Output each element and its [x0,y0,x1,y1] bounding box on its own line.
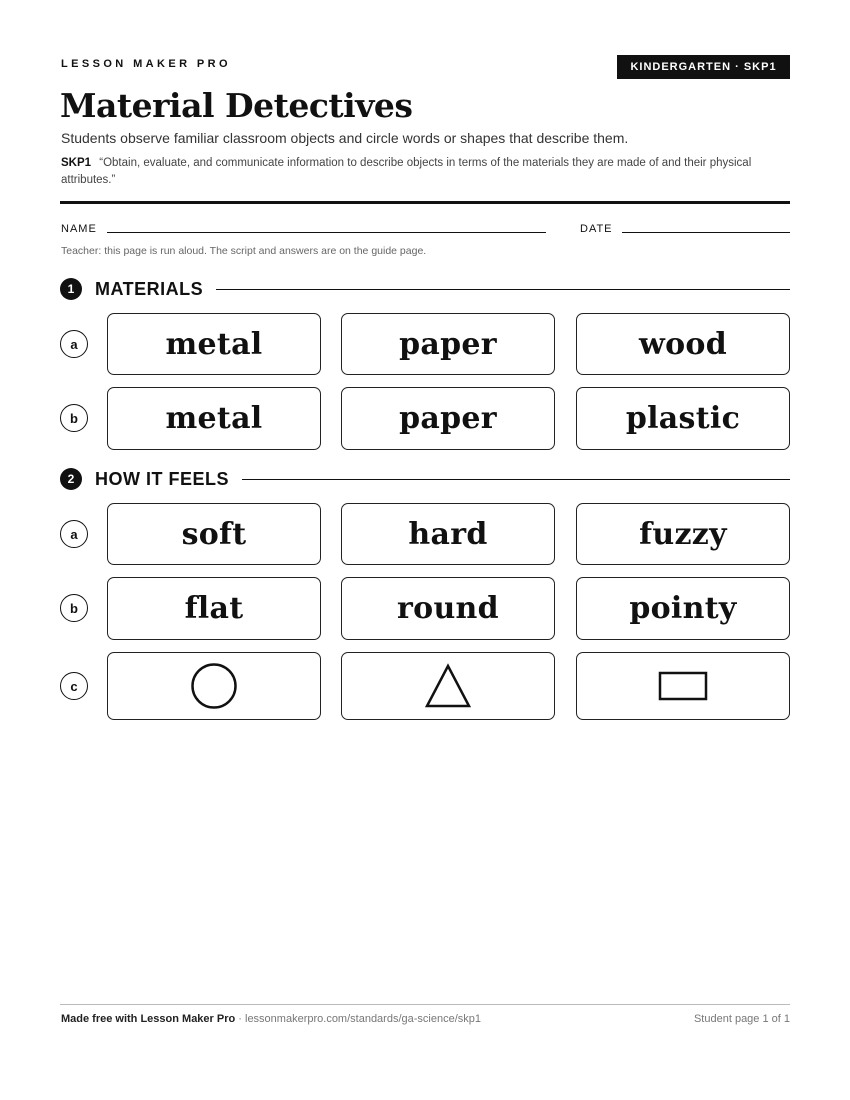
answer-word: flat [184,591,244,626]
question-row [60,313,790,375]
answer-word: metal [165,401,263,436]
name-label: NAME [61,223,97,235]
answer-word: fuzzy [639,516,727,552]
date-label: DATE [580,223,613,235]
answer-card[interactable] [341,387,555,450]
answer-card[interactable] [107,503,321,565]
answer-card[interactable] [576,652,790,720]
row-letter: a [60,330,88,358]
rectangle-shape-icon [658,671,708,701]
footer-divider [60,1004,790,1005]
triangle-shape-icon [423,663,473,709]
row-letter: b [60,404,88,432]
section-number: 1 [60,278,82,300]
answer-card[interactable] [576,503,790,565]
answer-word: plastic [625,401,741,436]
circle-shape-icon [189,661,239,711]
answer-card[interactable] [107,652,321,720]
answer-word: paper [399,326,497,362]
section-header-how-it-feels [60,467,790,491]
page-title: Material Detectives [60,86,413,125]
answer-card[interactable] [107,387,321,450]
brand-name: LESSON MAKER PRO [61,58,231,70]
answer-card[interactable] [341,503,555,565]
answer-card[interactable] [576,387,790,450]
section-number: 2 [60,468,82,490]
header-divider [60,201,790,204]
footer-url[interactable]: lessonmakerpro.com/standards/ga-science/skp1 [245,1013,482,1025]
question-row [60,503,790,565]
row-letter: c [60,672,88,700]
answer-word: paper [399,401,497,436]
name-field[interactable] [107,232,546,233]
answer-card[interactable] [341,313,555,375]
answer-card[interactable] [341,577,555,640]
footer-page-number: Student page 1 of 1 [693,1013,790,1025]
question-row [60,577,790,640]
question-row [60,387,790,450]
row-letter: b [60,594,88,622]
section-header-materials [60,277,790,301]
teacher-note: Teacher: this page is run aloud. The script and answers are on the guide page. [61,245,427,257]
answer-card[interactable] [107,313,321,375]
answer-word: hard [408,516,488,552]
section-rule [216,289,790,290]
footer-separator: · [235,1013,245,1025]
standard-text: “Obtain, evaluate, and communicate information to describe objects in terms of the materials they are made of and their physical attributes.” [61,157,752,186]
answer-card[interactable] [341,652,555,720]
footer-made-with: Made free with Lesson Maker Pro [61,1013,236,1025]
standard-code: SKP1 [61,157,92,169]
section-rule [242,479,790,480]
date-field[interactable] [622,232,790,233]
standard-statement [61,155,796,189]
answer-word: wood [638,326,728,362]
question-row [60,652,790,720]
grade-badge: KINDERGARTEN · SKP1 [617,55,790,79]
answer-word: round [397,591,499,626]
section-title: HOW IT FEELS [95,468,229,489]
page-subtitle: Students observe familiar classroom objects and circle words or shapes that describe them. [61,130,629,146]
footer-credit [61,1013,481,1025]
section-title: MATERIALS [95,278,204,299]
row-letter: a [60,520,88,548]
answer-word: soft [181,516,247,552]
answer-word: pointy [629,591,737,626]
answer-card[interactable] [576,577,790,640]
answer-card[interactable] [576,313,790,375]
answer-card[interactable] [107,577,321,640]
answer-word: metal [165,326,263,362]
